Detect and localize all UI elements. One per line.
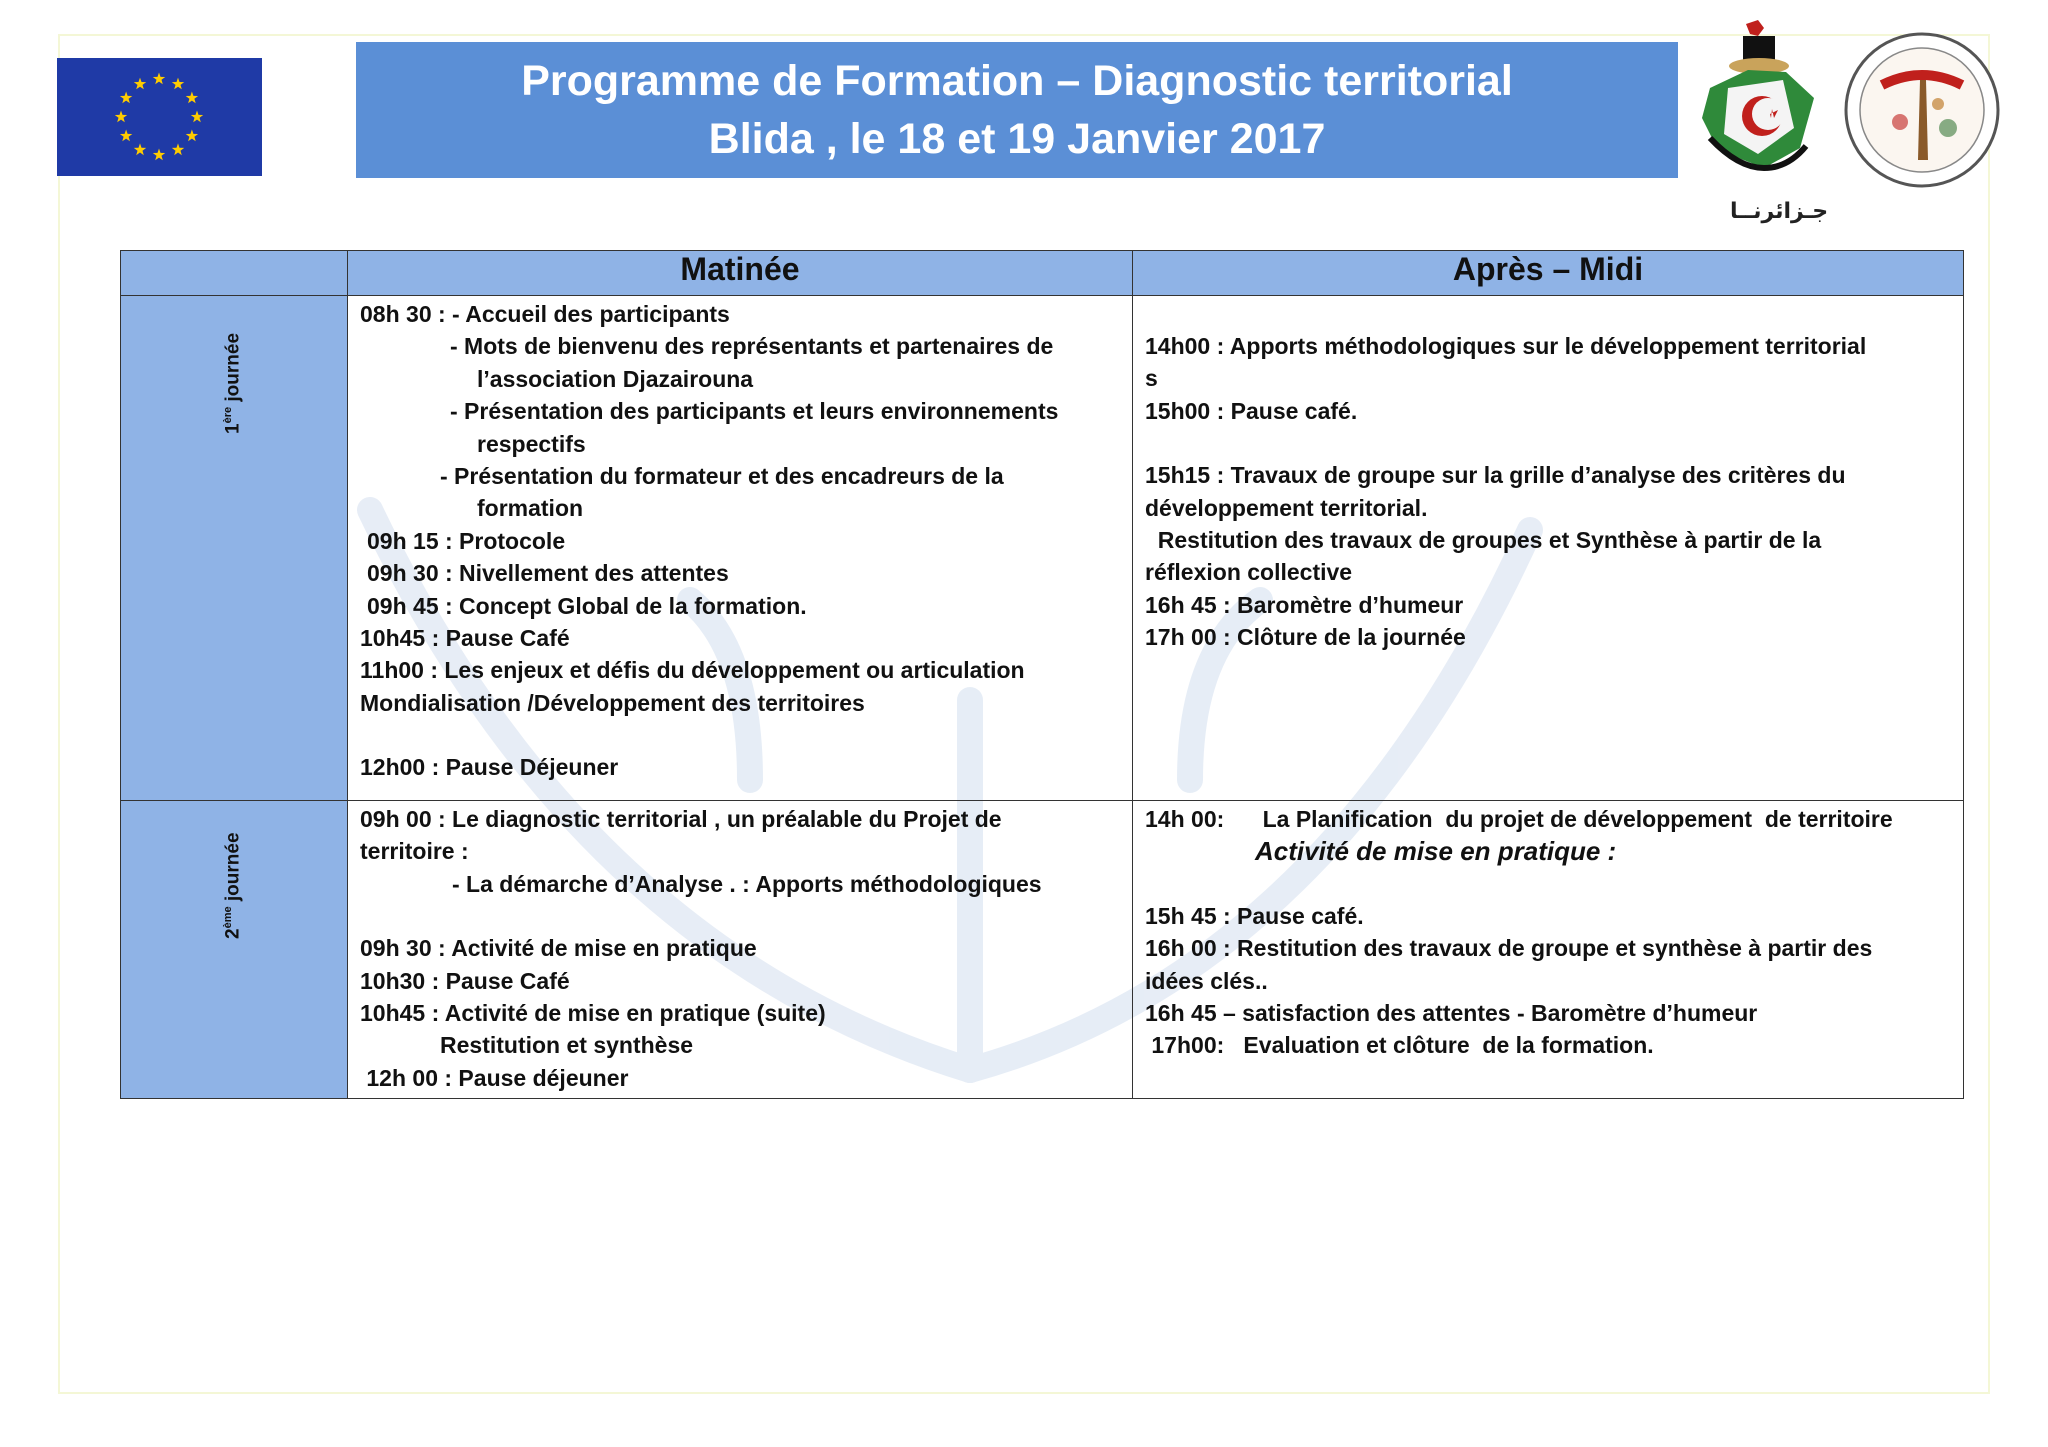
- day2-morning-cell: [348, 801, 1133, 1099]
- schedule-line: - Présentation du formateur et des encadreurs de la: [440, 463, 1004, 490]
- schedule-line: 09h 30 : Nivellement des attentes: [367, 560, 729, 587]
- schedule-blank-line: [360, 900, 1120, 932]
- day1-afternoon-cell: [1133, 296, 1964, 801]
- eu-star-icon: [134, 78, 146, 90]
- day1-label: 1ère journée: [222, 332, 244, 434]
- eu-star-icon: [191, 111, 203, 123]
- schedule-line: 09h 30 : Activité de mise en pratique: [360, 935, 757, 962]
- eu-star-icon: [120, 92, 132, 104]
- schedule-line: 17h 00 : Clôture de la journée: [1145, 624, 1466, 651]
- schedule-line: réflexion collective: [1145, 559, 1353, 586]
- eu-star-icon: [120, 130, 132, 142]
- djazairouna-logo: [1688, 18, 1828, 228]
- schedule-line: 15h 45 : Pause café.: [1145, 902, 1364, 929]
- eu-stars-icon: [57, 58, 262, 176]
- schedule-line-italic: Activité de mise en pratique :: [1255, 836, 1617, 867]
- schedule-table: [120, 250, 1964, 1099]
- schedule-line: 10h45 : Activité de mise en pratique (suite): [360, 1000, 826, 1027]
- schedule-line: 09h 45 : Concept Global de la formation.: [367, 592, 807, 619]
- eu-star-icon: [153, 149, 165, 161]
- day2-afternoon-cell: [1133, 801, 1964, 1099]
- schedule-line: 10h45 : Pause Café: [360, 625, 570, 652]
- day2-label-cell: [121, 801, 348, 1099]
- schedule-line: développement territorial.: [1145, 494, 1428, 521]
- schedule-blank-line: [1145, 427, 1951, 459]
- schedule-line: l’association Djazairouna: [477, 365, 754, 392]
- eu-star-icon: [153, 73, 165, 85]
- schedule-line: 12h 00 : Pause déjeuner: [360, 1064, 629, 1091]
- schedule-line: 09h 15 : Protocole: [367, 527, 566, 554]
- schedule-line: 09h 00 : Le diagnostic territorial , un préalable du Projet de: [360, 806, 1002, 832]
- eu-star-icon: [172, 143, 184, 155]
- schedule-line: 15h15 : Travaux de groupe sur la grille d’analyse des critères du: [1145, 462, 1846, 489]
- eu-star-icon: [186, 92, 198, 104]
- day1-morning-cell: [348, 296, 1133, 801]
- eu-flag-logo: [57, 58, 262, 176]
- schedule-line: 16h 00 : Restitution des travaux de groupe et synthèse à partir des: [1145, 935, 1873, 962]
- schedule-line: Mondialisation /Développement des territoires: [360, 689, 865, 716]
- schedule-line: 15h00 : Pause café.: [1145, 397, 1358, 424]
- schedule-line: 10h30 : Pause Café: [360, 967, 570, 994]
- eu-star-icon: [115, 111, 127, 123]
- schedule-line: 08h 30 : - Accueil des participants: [360, 301, 730, 327]
- schedule-blank-line: [1145, 868, 1951, 900]
- header-corner-cell: [121, 251, 348, 296]
- day2-label: 2ème journée: [222, 832, 244, 939]
- schedule-line: 12h00 : Pause Déjeuner: [360, 754, 619, 781]
- schedule-line: formation: [477, 495, 584, 522]
- schedule-line: - Présentation des participants et leurs environnements: [450, 398, 1059, 425]
- header-afternoon: Après – Midi: [1133, 251, 1964, 296]
- table-row-day1: [121, 296, 1964, 801]
- schedule-line: respectifs: [477, 430, 586, 457]
- table-header-row: [121, 251, 1964, 296]
- schedule-line: territoire :: [360, 838, 469, 865]
- schedule-line: 14h 00: La Planification du projet de développement de territoire: [1145, 806, 1893, 832]
- logo-caption: جـزائرنــا: [1730, 198, 1829, 223]
- eu-star-icon: [172, 78, 184, 90]
- eu-star-icon: [134, 143, 146, 155]
- schedule-line: 16h 45 – satisfaction des attentes - Baromètre d’humeur: [1145, 1000, 1758, 1027]
- header-morning: Matinée: [348, 251, 1133, 296]
- association-seal-logo: [1842, 30, 2002, 190]
- schedule-blank-line: [1145, 298, 1951, 330]
- schedule-line: 11h00 : Les enjeux et défis du développement ou articulation: [360, 657, 1025, 684]
- schedule-line: - La démarche d’Analyse . : Apports méthodologiques: [452, 870, 1042, 897]
- title-line-2: Blida , le 18 et 19 Janvier 2017: [708, 115, 1326, 163]
- day1-label-cell: [121, 296, 348, 801]
- schedule-line: 16h 45 : Baromètre d’humeur: [1145, 591, 1464, 618]
- schedule-line: 14h00 : Apports méthodologiques sur le développement territorial: [1145, 333, 1867, 359]
- schedule-line: 17h00: Evaluation et clôture de la formation.: [1145, 1032, 1654, 1059]
- schedule-blank-line: [360, 719, 1120, 751]
- title-line-1: Programme de Formation – Diagnostic territorial: [521, 57, 1513, 105]
- schedule-line: idées clés..: [1145, 967, 1268, 994]
- schedule-line: - Mots de bienvenu des représentants et partenaires de: [450, 333, 1054, 360]
- title-banner: [356, 42, 1678, 178]
- schedule-line: s: [1145, 365, 1158, 392]
- eu-star-icon: [186, 130, 198, 142]
- schedule-line: Restitution des travaux de groupes et Synthèse à partir de la: [1145, 527, 1822, 554]
- table-row-day2: [121, 801, 1964, 1099]
- schedule-line: Restitution et synthèse: [440, 1032, 694, 1059]
